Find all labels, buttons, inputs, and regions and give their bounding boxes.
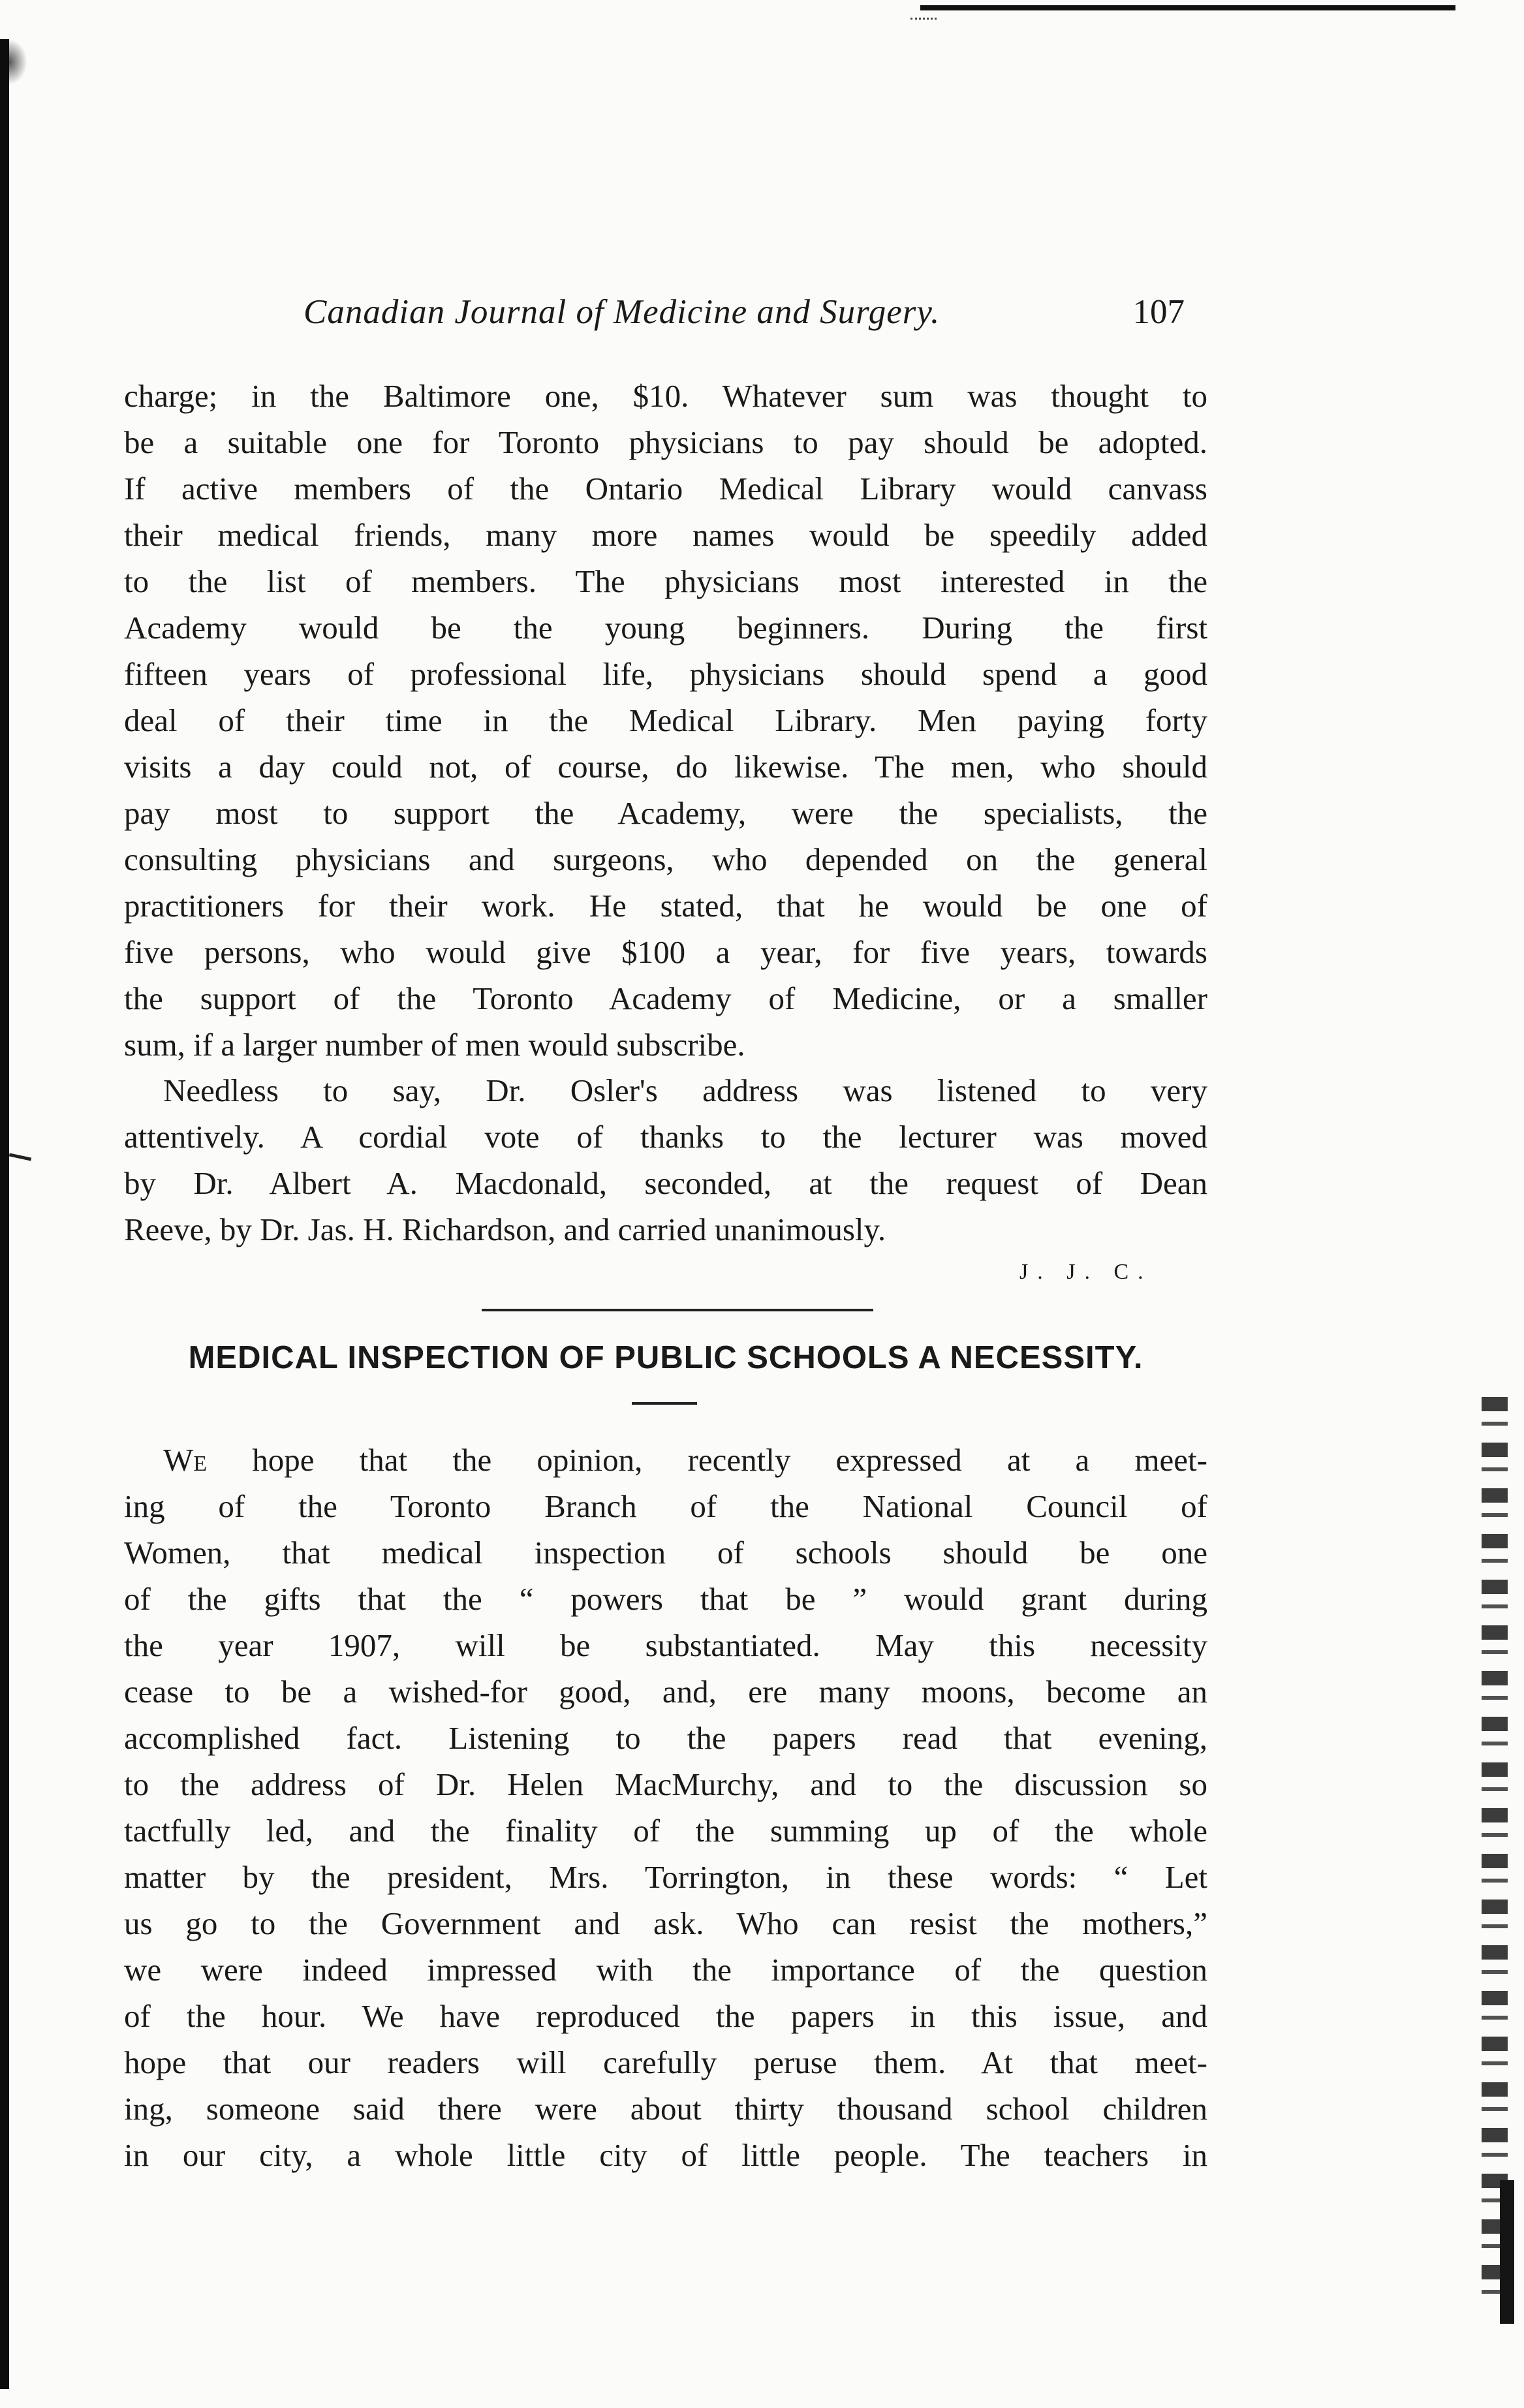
page-number: 107 — [1132, 293, 1185, 331]
text-line: fifteen years of professional life, physicians should spend a good — [124, 656, 1207, 692]
text-line: Women, that medical inspection of schools should be one — [124, 1535, 1207, 1571]
scan-page-edge-dark — [1500, 2180, 1514, 2324]
text-line: sum, if a larger number of men would subscribe. — [124, 1027, 745, 1063]
text-line: Needless to say, Dr. Osler's address was listened to very — [163, 1072, 1207, 1108]
text-line — [124, 1437, 1207, 1483]
text-line: hope that our readers will carefully peruse them. At that meet- — [124, 2044, 1207, 2080]
running-head — [303, 292, 1185, 345]
text-line: consulting physicians and surgeons, who depended on the general — [124, 841, 1207, 877]
text-line: of the gifts that the “ powers that be ” would grant during — [124, 1581, 1207, 1617]
text-line: attentively. A cordial vote of thanks to the lecturer was moved — [124, 1119, 1207, 1155]
text-line: be a suitable one for Toronto physicians to pay should be adopted. — [124, 424, 1207, 460]
text-line: to the address of Dr. Helen MacMurchy, and to the discussion so — [124, 1766, 1207, 1802]
scan-mark — [9, 1153, 31, 1161]
scan-page-edge — [1482, 1397, 1508, 2311]
text-line: If active members of the Ontario Medical Library would canvass — [124, 471, 1207, 507]
text-line: tactfully led, and the finality of the summing up of the whole — [124, 1813, 1207, 1849]
opening-word: We — [163, 1442, 208, 1478]
text-line: Academy would be the young beginners. During the first — [124, 610, 1207, 646]
scan-edge-line — [920, 5, 1455, 10]
text-line: five persons, who would give $100 a year, for five years, towards — [124, 934, 1207, 970]
text-line: ing, someone said there were about thirty thousand school children — [124, 2091, 1207, 2127]
text-line: pay most to support the Academy, were the specialists, the — [124, 795, 1207, 831]
text-line: ing of the Toronto Branch of the National Council of — [124, 1488, 1207, 1524]
text-line-rest: hope that the opinion, recently expressed at a meet- — [207, 1442, 1207, 1478]
heading-rule — [632, 1402, 697, 1405]
text-line: deal of their time in the Medical Library. Men paying forty — [124, 702, 1207, 738]
text-line: visits a day could not, of course, do likewise. The men, who should — [124, 749, 1207, 785]
journal-title: Canadian Journal of Medicine and Surgery. — [303, 293, 941, 331]
section-heading: MEDICAL INSPECTION OF PUBLIC SCHOOLS A NECESSITY. — [188, 1340, 1143, 1375]
text-line: charge; in the Baltimore one, $10. Whatever sum was thought to — [124, 378, 1207, 414]
text-line: matter by the president, Mrs. Torrington, in these words: “ Let — [124, 1859, 1207, 1895]
text-line: practitioners for their work. He stated, that he would be one of — [124, 888, 1207, 924]
author-initials: J. J. C. — [1019, 1260, 1153, 1284]
text-line: to the list of members. The physicians most interested in the — [124, 563, 1207, 599]
scan-edge-dots — [910, 18, 937, 22]
section-divider — [482, 1309, 873, 1311]
text-line: we were indeed impressed with the importance of the question — [124, 1952, 1207, 1988]
text-line: of the hour. We have reproduced the papers in this issue, and — [124, 1998, 1207, 2034]
text-line: accomplished fact. Listening to the papers read that evening, — [124, 1720, 1207, 1756]
text-line: the support of the Toronto Academy of Medicine, or a smaller — [124, 980, 1207, 1016]
text-line: their medical friends, many more names would be speedily added — [124, 517, 1207, 553]
text-line: cease to be a wished-for good, and, ere many moons, become an — [124, 1674, 1207, 1710]
text-line: Reeve, by Dr. Jas. H. Richardson, and carried unanimously. — [124, 1212, 886, 1247]
text-line: by Dr. Albert A. Macdonald, seconded, at the request of Dean — [124, 1165, 1207, 1201]
scan-binding-shadow — [0, 39, 9, 2389]
text-line: us go to the Government and ask. Who can resist the mothers,” — [124, 1905, 1207, 1941]
scan-smudge — [9, 39, 27, 85]
text-line: the year 1907, will be substantiated. May this necessity — [124, 1627, 1207, 1663]
text-line: in our city, a whole little city of little people. The teachers in — [124, 2137, 1207, 2173]
